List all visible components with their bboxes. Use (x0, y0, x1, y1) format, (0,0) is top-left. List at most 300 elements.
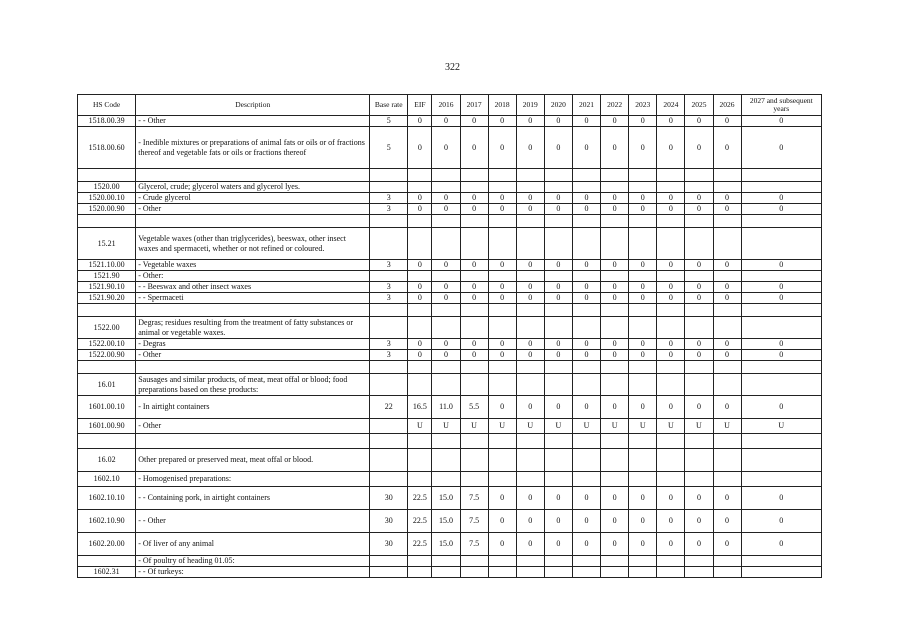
rate-cell (657, 567, 685, 578)
rate-cell: 0 (657, 293, 685, 304)
rate-cell: 0 (713, 396, 741, 419)
rate-cell (657, 182, 685, 193)
rate-cell: 0 (572, 510, 600, 533)
rate-cell: 0 (408, 127, 432, 169)
rate-cell (572, 271, 600, 282)
rate-cell: 0 (657, 193, 685, 204)
description-cell (136, 169, 370, 182)
rate-cell: 0 (432, 260, 460, 271)
description-cell (136, 361, 370, 374)
rate-cell (544, 215, 572, 228)
rate-cell (572, 182, 600, 193)
rate-cell: 0 (408, 282, 432, 293)
rate-cell: 0 (432, 293, 460, 304)
rate-cell (408, 472, 432, 487)
rate-cell: 3 (370, 350, 408, 361)
rate-cell: 0 (629, 193, 657, 204)
rate-cell (460, 567, 488, 578)
rate-cell (713, 361, 741, 374)
rate-cell (460, 472, 488, 487)
column-header: 2021 (572, 95, 600, 116)
table-row (78, 215, 822, 228)
rate-cell (713, 556, 741, 567)
rate-cell (685, 434, 713, 449)
rate-cell: 0 (657, 260, 685, 271)
hs-code-cell: 1521.90.10 (78, 282, 136, 293)
tariff-schedule-table (77, 94, 822, 578)
rate-cell: 0 (488, 350, 516, 361)
rate-cell: 0 (544, 533, 572, 556)
rate-cell (516, 182, 544, 193)
description-cell: - - Containing pork, in airtight containers (136, 487, 370, 510)
hs-code-cell: 1518.00.39 (78, 116, 136, 127)
description-cell: Degras; residues resulting from the treatment of fatty substances or animal or vegetable waxes. (136, 317, 370, 339)
rate-cell (629, 317, 657, 339)
rate-cell: 0 (432, 204, 460, 215)
rate-cell: 0 (685, 260, 713, 271)
rate-cell (572, 434, 600, 449)
table-row (78, 339, 822, 350)
rate-cell: 0 (685, 339, 713, 350)
rate-cell (370, 374, 408, 396)
rate-cell (408, 317, 432, 339)
rate-cell (741, 182, 821, 193)
hs-code-cell: 1518.00.60 (78, 127, 136, 169)
rate-cell (741, 228, 821, 260)
rate-cell: 7.5 (460, 510, 488, 533)
rate-cell (544, 304, 572, 317)
rate-cell: 0 (544, 193, 572, 204)
rate-cell (685, 271, 713, 282)
rate-cell: 0 (629, 396, 657, 419)
rate-cell (544, 567, 572, 578)
column-header: EIF (408, 95, 432, 116)
rate-cell (432, 434, 460, 449)
rate-cell: 0 (657, 396, 685, 419)
rate-cell: U (432, 419, 460, 434)
rate-cell: 0 (685, 487, 713, 510)
rate-cell: 0 (741, 339, 821, 350)
rate-cell: 0 (629, 293, 657, 304)
rate-cell (713, 374, 741, 396)
rate-cell: 0 (685, 204, 713, 215)
description-cell (136, 434, 370, 449)
rate-cell (370, 182, 408, 193)
rate-cell: 0 (572, 193, 600, 204)
rate-cell: 0 (657, 282, 685, 293)
rate-cell (657, 472, 685, 487)
rate-cell: 0 (629, 127, 657, 169)
rate-cell: U (460, 419, 488, 434)
rate-cell (408, 556, 432, 567)
description-cell: - - Of turkeys: (136, 567, 370, 578)
rate-cell: 0 (460, 116, 488, 127)
rate-cell (488, 228, 516, 260)
rate-cell (629, 556, 657, 567)
rate-cell: 0 (544, 510, 572, 533)
rate-cell (685, 317, 713, 339)
column-header: 2025 (685, 95, 713, 116)
rate-cell: U (544, 419, 572, 434)
rate-cell (629, 169, 657, 182)
rate-cell: 0 (741, 116, 821, 127)
rate-cell (516, 317, 544, 339)
description-cell: - Other (136, 419, 370, 434)
rate-cell: 0 (572, 116, 600, 127)
rate-cell: 0 (408, 204, 432, 215)
rate-cell: 0 (544, 116, 572, 127)
rate-cell (370, 472, 408, 487)
rate-cell: 0 (713, 487, 741, 510)
rate-cell (741, 215, 821, 228)
rate-cell: 16.5 (408, 396, 432, 419)
table-row (78, 449, 822, 472)
table-row (78, 204, 822, 215)
rate-cell: 0 (629, 116, 657, 127)
rate-cell (432, 361, 460, 374)
rate-cell: 0 (544, 293, 572, 304)
rate-cell: 0 (544, 260, 572, 271)
rate-cell (657, 169, 685, 182)
rate-cell (408, 449, 432, 472)
column-header: HS Code (78, 95, 136, 116)
rate-cell: U (572, 419, 600, 434)
rate-cell: 0 (657, 127, 685, 169)
description-cell: - Crude glycerol (136, 193, 370, 204)
rate-cell (516, 434, 544, 449)
rate-cell (629, 271, 657, 282)
description-cell: - Other (136, 204, 370, 215)
hs-code-cell: 1602.10.10 (78, 487, 136, 510)
rate-cell (629, 472, 657, 487)
rate-cell: 0 (488, 116, 516, 127)
rate-cell (685, 182, 713, 193)
rate-cell: 0 (460, 193, 488, 204)
rate-cell: 5 (370, 116, 408, 127)
rate-cell (572, 556, 600, 567)
rate-cell: 0 (488, 282, 516, 293)
table-row (78, 510, 822, 533)
rate-cell (741, 374, 821, 396)
rate-cell: U (713, 419, 741, 434)
rate-cell: 22.5 (408, 487, 432, 510)
rate-cell: 0 (713, 260, 741, 271)
rate-cell (488, 449, 516, 472)
rate-cell (544, 374, 572, 396)
rate-cell (657, 271, 685, 282)
rate-cell (572, 215, 600, 228)
rate-cell (544, 317, 572, 339)
rate-cell: 0 (516, 339, 544, 350)
rate-cell: 0 (488, 339, 516, 350)
table-row (78, 374, 822, 396)
rate-cell: 0 (432, 193, 460, 204)
rate-cell (741, 317, 821, 339)
rate-cell (713, 215, 741, 228)
rate-cell: 0 (601, 510, 629, 533)
rate-cell: 5.5 (460, 396, 488, 419)
rate-cell: 0 (516, 282, 544, 293)
rate-cell: 0 (516, 350, 544, 361)
rate-cell: 0 (488, 193, 516, 204)
rate-cell (685, 556, 713, 567)
rate-cell (460, 434, 488, 449)
rate-cell (544, 472, 572, 487)
rate-cell: 5 (370, 127, 408, 169)
rate-cell (685, 304, 713, 317)
rate-cell: 0 (516, 193, 544, 204)
rate-cell: 0 (713, 127, 741, 169)
rate-cell (601, 228, 629, 260)
rate-cell (629, 449, 657, 472)
rate-cell (408, 271, 432, 282)
rate-cell (657, 304, 685, 317)
rate-cell (408, 567, 432, 578)
hs-code-cell: 16.02 (78, 449, 136, 472)
description-cell: - Vegetable waxes (136, 260, 370, 271)
rate-cell (572, 567, 600, 578)
rate-cell (544, 556, 572, 567)
rate-cell: 0 (713, 193, 741, 204)
rate-cell: U (741, 419, 821, 434)
rate-cell (460, 215, 488, 228)
rate-cell: 0 (460, 282, 488, 293)
rate-cell (713, 472, 741, 487)
hs-code-cell: 16.01 (78, 374, 136, 396)
rate-cell: 0 (657, 487, 685, 510)
rate-cell (488, 169, 516, 182)
rate-cell: 0 (601, 282, 629, 293)
table-row (78, 260, 822, 271)
rate-cell: 0 (488, 127, 516, 169)
rate-cell (370, 215, 408, 228)
rate-cell: 0 (516, 396, 544, 419)
rate-cell: 3 (370, 193, 408, 204)
column-header: 2019 (516, 95, 544, 116)
rate-cell: 0 (713, 204, 741, 215)
rate-cell: 0 (629, 487, 657, 510)
rate-cell: 0 (601, 127, 629, 169)
rate-cell (516, 271, 544, 282)
rate-cell (629, 434, 657, 449)
rate-cell: 0 (601, 293, 629, 304)
hs-code-cell: 1521.90.20 (78, 293, 136, 304)
rate-cell (432, 228, 460, 260)
table-row (78, 472, 822, 487)
rate-cell: 0 (601, 339, 629, 350)
rate-cell (741, 169, 821, 182)
rate-cell: 0 (544, 204, 572, 215)
rate-cell (713, 304, 741, 317)
rate-cell (370, 228, 408, 260)
rate-cell: 22 (370, 396, 408, 419)
rate-cell (370, 169, 408, 182)
rate-cell (741, 271, 821, 282)
rate-cell (572, 304, 600, 317)
table-row (78, 293, 822, 304)
rate-cell (685, 228, 713, 260)
rate-cell: 0 (488, 396, 516, 419)
rate-cell (488, 271, 516, 282)
rate-cell: 22.5 (408, 510, 432, 533)
rate-cell (488, 567, 516, 578)
rate-cell: 0 (488, 510, 516, 533)
rate-cell (601, 317, 629, 339)
description-cell: - In airtight containers (136, 396, 370, 419)
table-row (78, 533, 822, 556)
rate-cell (488, 182, 516, 193)
rate-cell (460, 169, 488, 182)
rate-cell (601, 472, 629, 487)
rate-cell (685, 449, 713, 472)
column-header: Base rate (370, 95, 408, 116)
rate-cell (572, 169, 600, 182)
rate-cell: 11.0 (432, 396, 460, 419)
column-header: 2018 (488, 95, 516, 116)
rate-cell: U (657, 419, 685, 434)
rate-cell (370, 434, 408, 449)
rate-cell (370, 449, 408, 472)
rate-cell: 15.0 (432, 533, 460, 556)
rate-cell: 0 (544, 339, 572, 350)
rate-cell: 0 (629, 510, 657, 533)
description-cell (136, 304, 370, 317)
rate-cell: 0 (741, 282, 821, 293)
rate-cell (516, 374, 544, 396)
rate-cell (713, 228, 741, 260)
rate-cell: U (601, 419, 629, 434)
rate-cell (408, 304, 432, 317)
rate-cell: 0 (713, 350, 741, 361)
rate-cell: 0 (460, 260, 488, 271)
hs-code-cell: 1602.10 (78, 472, 136, 487)
rate-cell (713, 449, 741, 472)
rate-cell (713, 182, 741, 193)
rate-cell (544, 182, 572, 193)
rate-cell: 0 (460, 204, 488, 215)
rate-cell: 0 (657, 339, 685, 350)
rate-cell: 0 (516, 487, 544, 510)
table-row (78, 361, 822, 374)
rate-cell (370, 567, 408, 578)
rate-cell: 0 (741, 127, 821, 169)
rate-cell (572, 449, 600, 472)
rate-cell: 0 (432, 350, 460, 361)
rate-cell (657, 317, 685, 339)
rate-cell: 30 (370, 487, 408, 510)
table-row (78, 434, 822, 449)
rate-cell: U (685, 419, 713, 434)
rate-cell: 0 (741, 533, 821, 556)
rate-cell: 0 (572, 350, 600, 361)
hs-code-cell: 1522.00 (78, 317, 136, 339)
rate-cell: 0 (629, 282, 657, 293)
rate-cell (488, 361, 516, 374)
rate-cell (572, 361, 600, 374)
rate-cell: 0 (713, 282, 741, 293)
hs-code-cell: 1602.31 (78, 567, 136, 578)
rate-cell (741, 361, 821, 374)
rate-cell (488, 472, 516, 487)
rate-cell (713, 169, 741, 182)
rate-cell: 0 (544, 396, 572, 419)
rate-cell (488, 304, 516, 317)
rate-cell (713, 434, 741, 449)
rate-cell (544, 169, 572, 182)
description-cell: - - Beeswax and other insect waxes (136, 282, 370, 293)
rate-cell: 0 (572, 204, 600, 215)
rate-cell (516, 304, 544, 317)
description-cell: - Homogenised preparations: (136, 472, 370, 487)
column-header: 2027 and subsequent years (741, 95, 821, 116)
description-cell: - Other (136, 350, 370, 361)
rate-cell (460, 449, 488, 472)
table-row (78, 228, 822, 260)
hs-code-cell (78, 361, 136, 374)
rate-cell: 0 (488, 204, 516, 215)
rate-cell (516, 556, 544, 567)
rate-cell: 0 (657, 116, 685, 127)
rate-cell (657, 449, 685, 472)
rate-cell: 3 (370, 293, 408, 304)
rate-cell (408, 374, 432, 396)
rate-cell (741, 567, 821, 578)
rate-cell: 3 (370, 204, 408, 215)
rate-cell (488, 434, 516, 449)
description-cell: - Inedible mixtures or preparations of animal fats or oils or of fractions thereof and vegetable fats or oils or fractions thereof (136, 127, 370, 169)
rate-cell: 0 (741, 193, 821, 204)
rate-cell (460, 556, 488, 567)
rate-cell: 0 (629, 260, 657, 271)
table-row (78, 127, 822, 169)
rate-cell (713, 317, 741, 339)
rate-cell: 0 (516, 510, 544, 533)
rate-cell (657, 434, 685, 449)
rate-cell (685, 374, 713, 396)
rate-cell (370, 304, 408, 317)
description-cell: - Degras (136, 339, 370, 350)
hs-code-cell: 1520.00 (78, 182, 136, 193)
rate-cell (408, 215, 432, 228)
rate-cell (488, 374, 516, 396)
rate-cell: 0 (685, 293, 713, 304)
rate-cell (741, 434, 821, 449)
rate-cell: 0 (685, 127, 713, 169)
table-row (78, 567, 822, 578)
description-cell: Glycerol, crude; glycerol waters and glycerol lyes. (136, 182, 370, 193)
rate-cell (601, 182, 629, 193)
hs-code-cell: 1602.10.90 (78, 510, 136, 533)
rate-cell: 0 (572, 339, 600, 350)
rate-cell (408, 182, 432, 193)
rate-cell: 0 (657, 510, 685, 533)
rate-cell: 30 (370, 533, 408, 556)
rate-cell: 0 (657, 533, 685, 556)
rate-cell (432, 215, 460, 228)
description-cell: - Other: (136, 271, 370, 282)
rate-cell: 0 (741, 510, 821, 533)
rate-cell (741, 472, 821, 487)
rate-cell (460, 271, 488, 282)
rate-cell: 0 (601, 116, 629, 127)
rate-cell: 0 (601, 487, 629, 510)
rate-cell: 0 (713, 116, 741, 127)
rate-cell (488, 556, 516, 567)
table-row (78, 487, 822, 510)
rate-cell (432, 472, 460, 487)
column-header: 2026 (713, 95, 741, 116)
rate-cell: 0 (601, 260, 629, 271)
